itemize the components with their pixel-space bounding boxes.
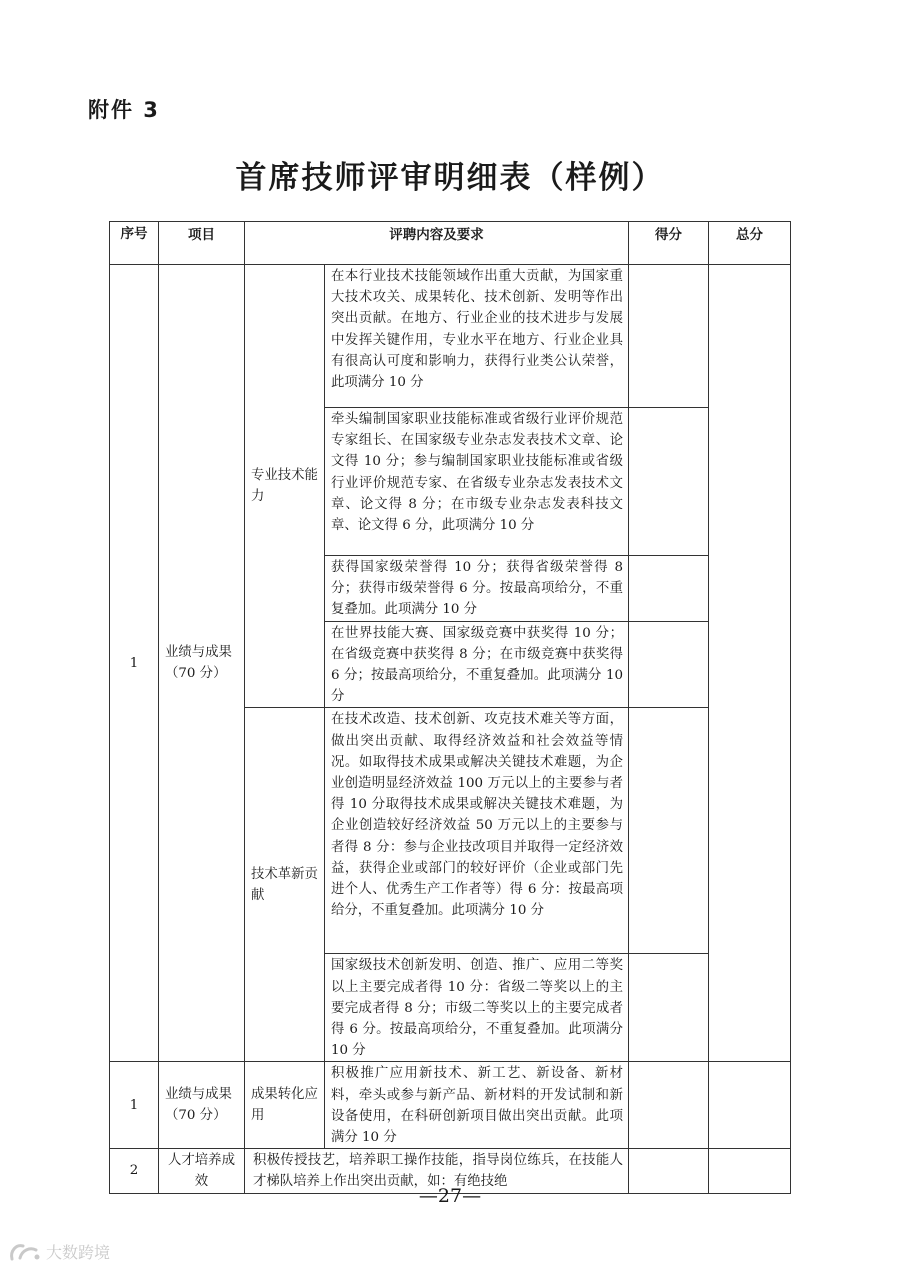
score-cell[interactable]	[629, 408, 709, 556]
review-table	[109, 221, 791, 1194]
header-row	[110, 222, 791, 265]
row-seq: 1	[110, 1062, 159, 1149]
requirement-cell: 牵头编制国家职业技能标准或省级行业评价规范专家组长、在国家级专业杂志发表技术文章、论文得 10 分；参与编制国家职业技能标准或省级行业评价规范专家、在省级专业杂志发表技术文章、论文得 8 分；在市级专业杂志发表科技文章、论文得 6 分，此项满分 10 分	[325, 408, 629, 556]
watermark-text: 大数跨境	[46, 1243, 111, 1262]
requirement-cell: 国家级技术创新发明、创造、推广、应用二等奖以上主要完成者得 10 分：省级二等奖以上的主要完成者得 8 分；市级二等奖以上的主要完成者得 6 分。按最高项给分，不重复叠加。此项满分 10 分	[325, 954, 629, 1062]
attachment-label: 附件 3	[88, 98, 160, 122]
total-cell[interactable]	[709, 265, 791, 1062]
header-total: 总分	[709, 222, 791, 265]
total-cell[interactable]	[709, 1062, 791, 1149]
table-row	[110, 265, 791, 408]
subcategory-cell: 技术革新贡献	[245, 708, 325, 1062]
row-seq: 2	[110, 1149, 159, 1193]
requirement-cell: 在本行业技术技能领域作出重大贡献，为国家重大技术攻关、成果转化、技术创新、发明等作出突出贡献。在地方、行业企业的技术进步与发展中发挥关键作用，专业水平在地方、行业企业具有很高认可度和影响力，获得行业类公认荣誉，此项满分 10 分	[325, 265, 629, 408]
category-cell: 业绩与成果（70 分）	[159, 1062, 245, 1149]
header-score: 得分	[629, 222, 709, 265]
score-cell[interactable]	[629, 556, 709, 622]
subcategory-cell: 专业技术能力	[245, 265, 325, 708]
header-seq: 序号	[110, 222, 159, 265]
header-content: 评聘内容及要求	[245, 222, 629, 265]
score-cell[interactable]	[629, 621, 709, 708]
document-title: 首席技师评审明细表（样例）	[235, 160, 665, 196]
requirement-cell: 在技术改造、技术创新、攻克技术难关等方面，做出突出贡献、取得经济效益和社会效益等情况。如取得技术成果或解决关键技术难题，为企业创造明显经济效益 100 万元以上的主要参与者得 10 分取得技术成果或解决关键技术难题，为企业创造较好经济效益 50 万元以上的主要参与者得 8 分：参与企业技改项目并取得一定经济效益，获得企业或部门的较好评价（企业或部门先进个人、优秀生产工作者等）得 6 分：按最高项给分，不重复叠加。此项满分 10 分	[325, 708, 629, 954]
category-cell: 业绩与成果（70 分）	[159, 265, 245, 1062]
score-cell[interactable]	[629, 1062, 709, 1149]
watermark-logo-icon	[8, 1241, 42, 1263]
page-number: —27—	[418, 1185, 482, 1207]
score-cell[interactable]	[629, 708, 709, 954]
row-seq: 1	[110, 265, 159, 1062]
subcategory-cell: 成果转化应用	[245, 1062, 325, 1149]
watermark	[8, 1240, 110, 1263]
table-row	[110, 1062, 791, 1149]
requirement-cell: 获得国家级荣誉得 10 分；获得省级荣誉得 8 分；获得市级荣誉得 6 分。按最高项给分，不重复叠加。此项满分 10 分	[325, 556, 629, 622]
requirement-cell: 积极推广应用新技术、新工艺、新设备、新材料，牵头或参与新产品、新材料的开发试制和新设备使用，在科研创新项目做出突出贡献。此项满分 10 分	[325, 1062, 629, 1149]
requirement-cell: 积极传授技艺，培养职工操作技能，指导岗位练兵，在技能人才梯队培养上作出突出贡献，如：有绝技绝	[245, 1149, 629, 1193]
score-cell[interactable]	[629, 954, 709, 1062]
category-cell: 人才培养成效	[159, 1149, 245, 1193]
requirement-cell: 在世界技能大赛、国家级竞赛中获奖得 10 分；在省级竞赛中获奖得 8 分；在市级竞赛中获奖得 6 分；按最高项给分，不重复叠加。此项满分 10 分	[325, 621, 629, 708]
header-item: 项目	[159, 222, 245, 265]
score-cell[interactable]	[629, 265, 709, 408]
